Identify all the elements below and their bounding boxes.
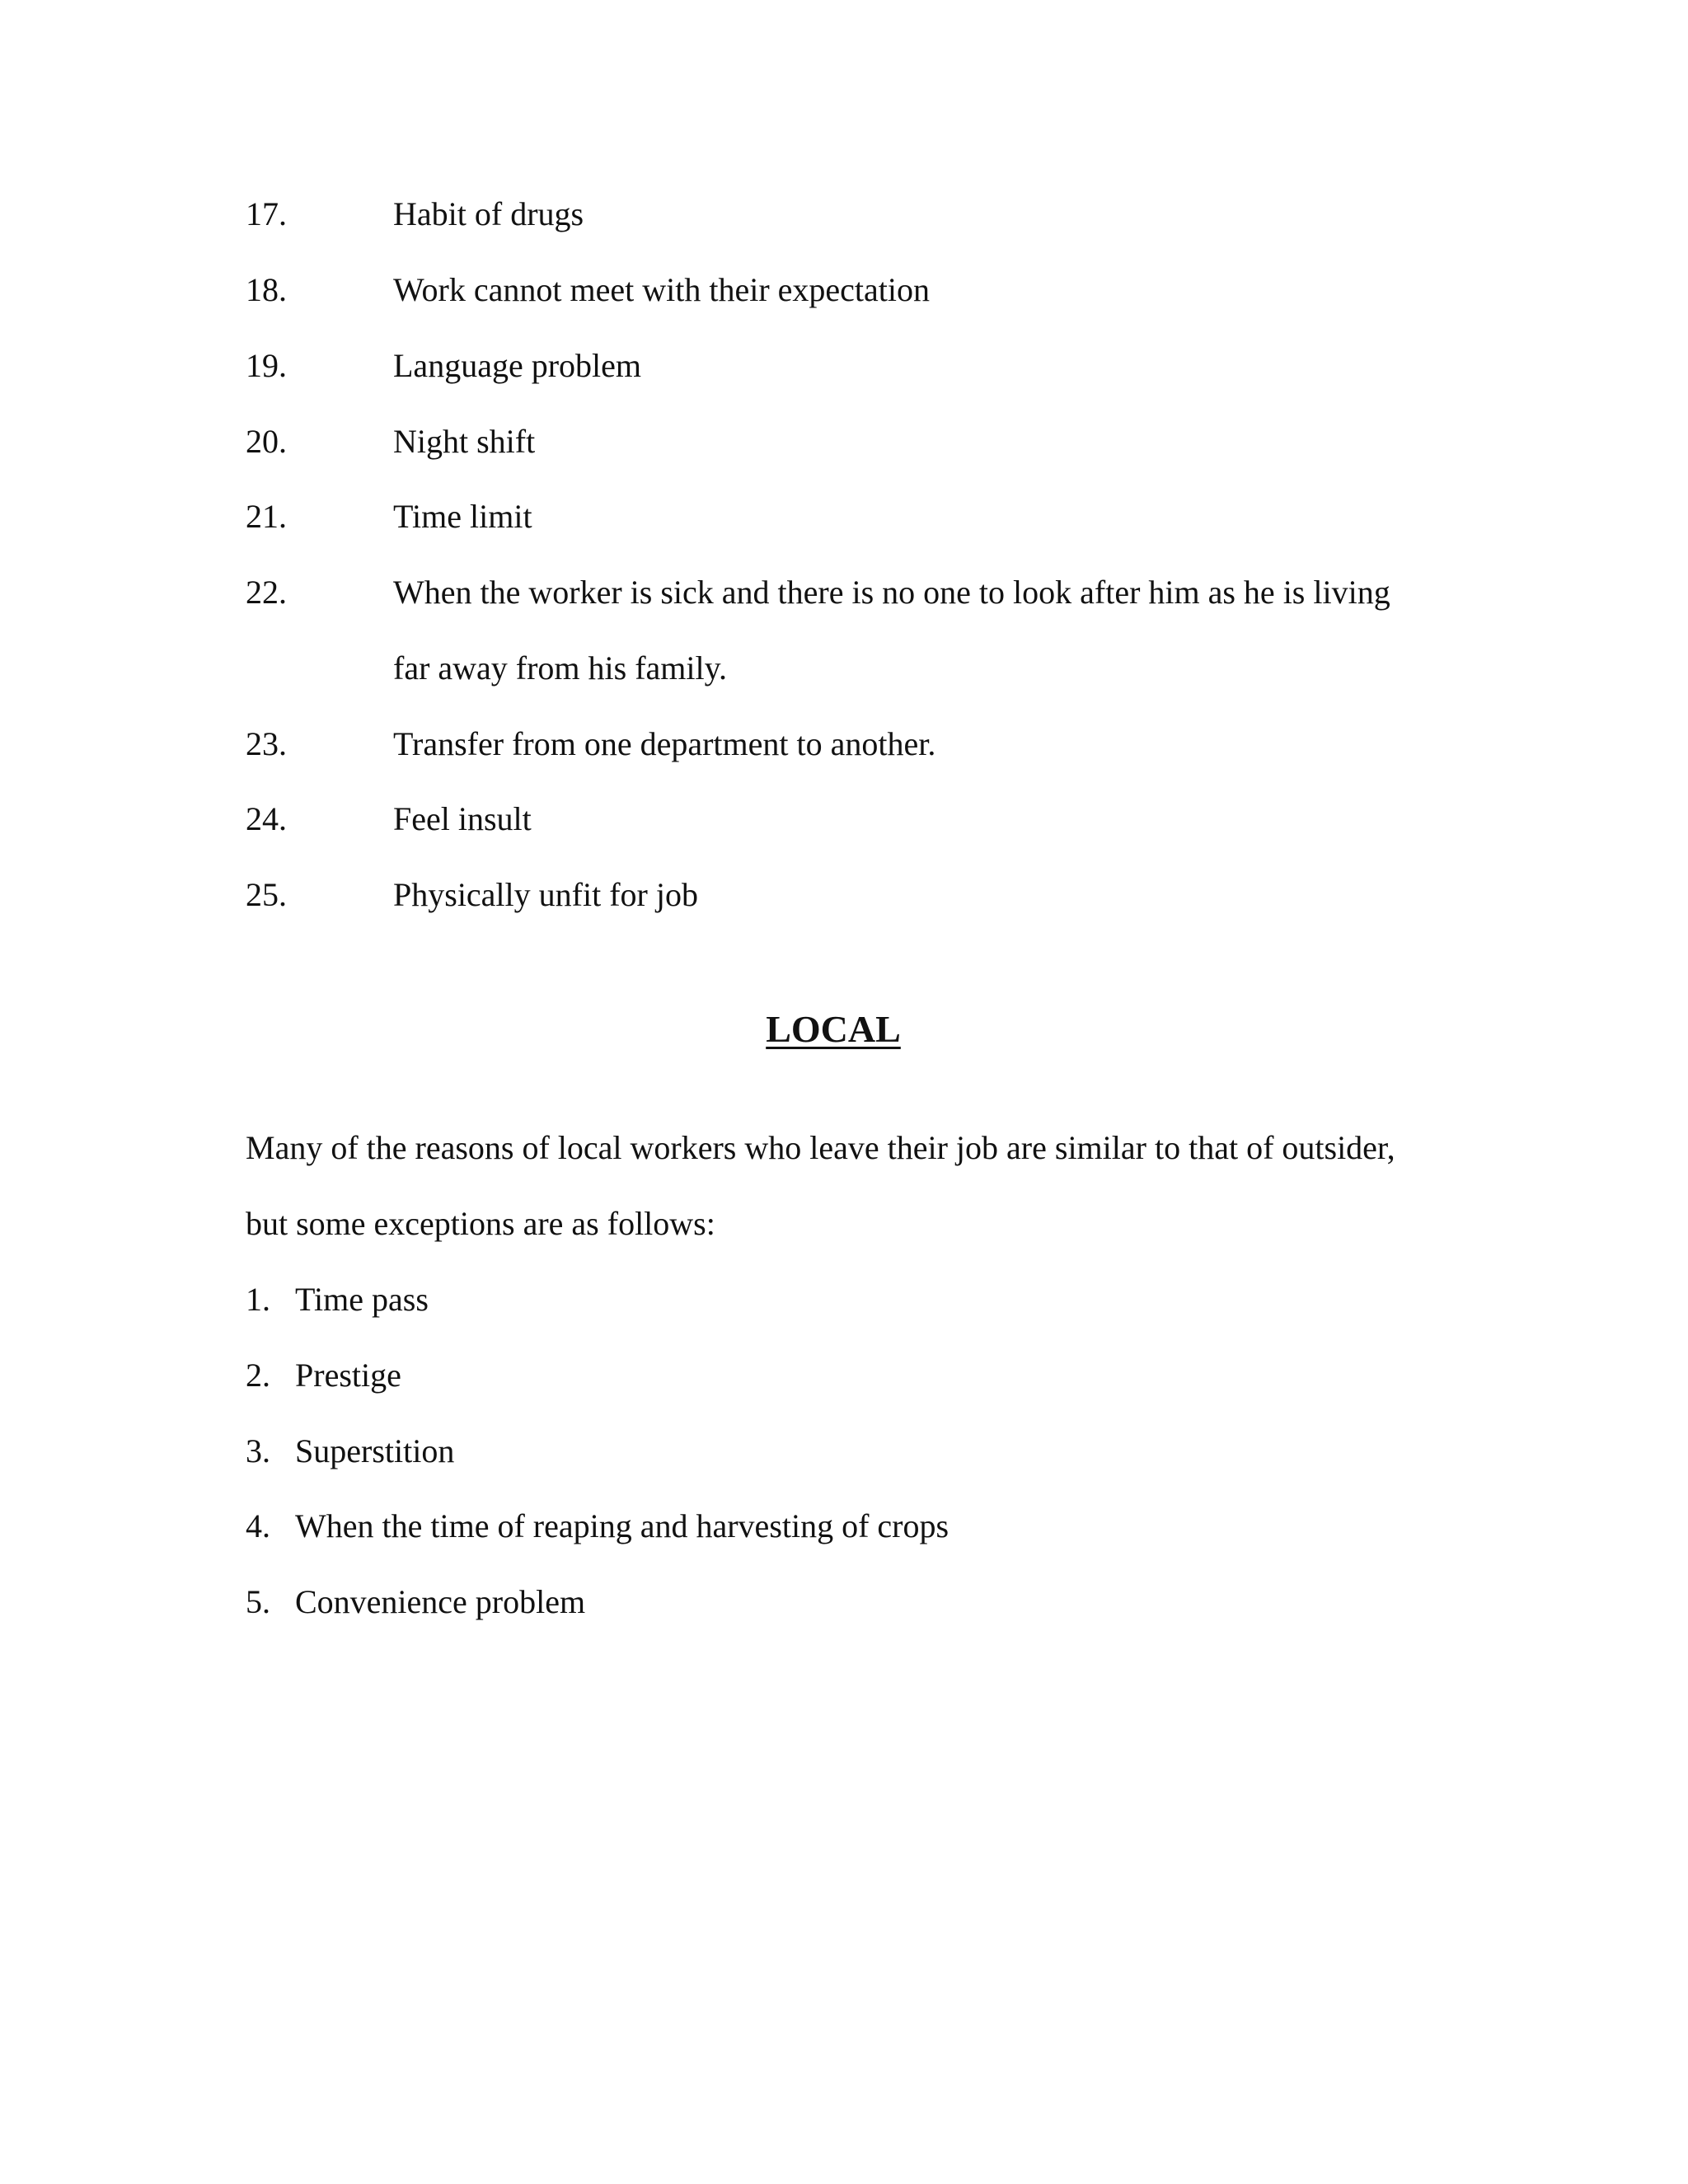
list-item-text: Language problem — [393, 347, 641, 384]
list-item-number: 5. — [246, 1583, 270, 1620]
list-item-number: 22. — [246, 574, 287, 611]
list-item-text: Time limit — [393, 498, 532, 535]
list-item-text: Habit of drugs — [393, 195, 584, 232]
list-item-number: 1. — [246, 1281, 270, 1318]
list-item-text: Time pass — [295, 1281, 429, 1318]
list-item-text: Convenience problem — [295, 1583, 586, 1620]
list-item-text: Superstition — [295, 1432, 455, 1469]
list-item-text: Transfer from one department to another. — [393, 725, 936, 762]
paragraph-line: but some exceptions are as follows: — [246, 1205, 715, 1242]
list-item-text: Prestige — [295, 1357, 401, 1394]
list-item-text-continuation: far away from his family. — [393, 649, 728, 687]
list-item-number: 23. — [246, 725, 287, 762]
list-item-number: 24. — [246, 800, 287, 837]
paragraph-line: Many of the reasons of local workers who leave their job are similar to that of outsider, — [246, 1129, 1395, 1166]
list-item-number: 18. — [246, 271, 287, 308]
list-item-number: 21. — [246, 498, 287, 535]
list-item-number: 17. — [246, 195, 287, 232]
list-item-number: 2. — [246, 1357, 270, 1394]
list-item-number: 19. — [246, 347, 287, 384]
list-item-number: 4. — [246, 1507, 270, 1544]
list-item-text: Work cannot meet with their expectation — [393, 271, 930, 308]
list-item-text: When the worker is sick and there is no one to look after him as he is living — [393, 574, 1390, 611]
list-item-number: 3. — [246, 1432, 270, 1469]
list-item-text: Night shift — [393, 423, 536, 460]
section-heading: LOCAL — [766, 1008, 901, 1050]
list-item-text: Feel insult — [393, 800, 532, 837]
list-item-number: 20. — [246, 423, 287, 460]
list-item-text: Physically unfit for job — [393, 876, 698, 913]
list-item-text: When the time of reaping and harvesting of crops — [295, 1507, 950, 1544]
list-item-number: 25. — [246, 876, 287, 913]
